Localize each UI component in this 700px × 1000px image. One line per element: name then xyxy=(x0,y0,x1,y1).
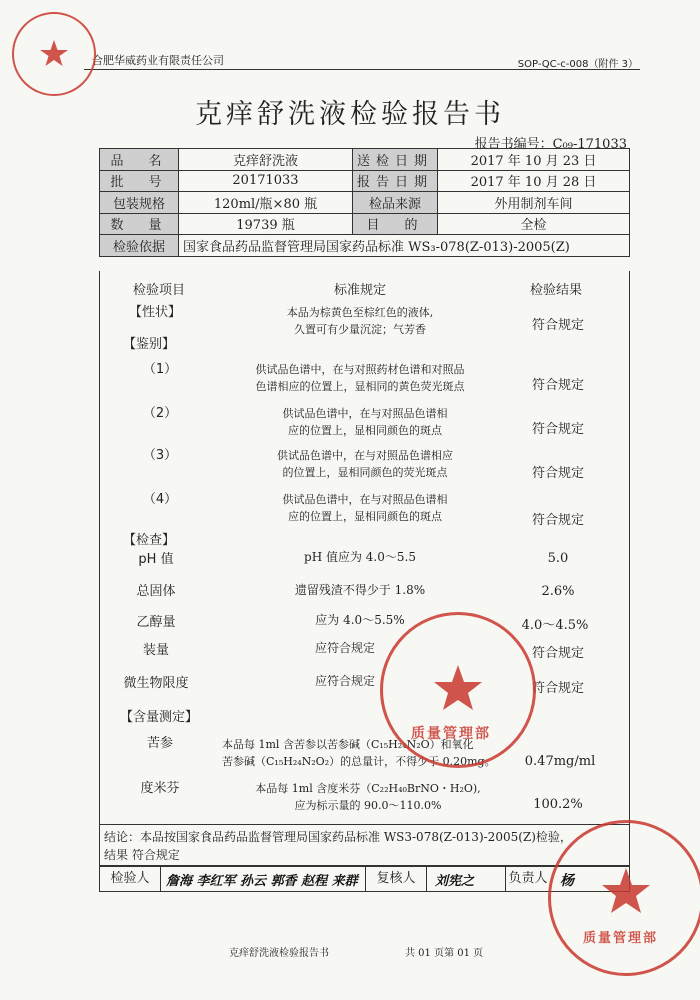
inspection-spec: 应为 4.0～5.5% xyxy=(315,613,405,627)
page-title: 克痒舒洗液检验报告书 xyxy=(195,99,505,130)
header-rule xyxy=(84,69,640,70)
inspection-spec: pH 值应为 4.0～5.5 xyxy=(304,550,416,564)
source-label: 检品来源 xyxy=(353,192,438,214)
inspection-result: 2.6% xyxy=(541,584,575,599)
identification-spec-line: 供试品色谱中，在与对照药材色谱和对照品 xyxy=(255,363,465,376)
identification-spec xyxy=(240,447,490,481)
inspection-spec: 应符合规定 xyxy=(314,641,375,655)
inspector-label: 检验人 xyxy=(100,867,161,891)
qa-stamp-center xyxy=(380,612,536,768)
assay-spec-line: 应为标示量的 90.0～110.0% xyxy=(294,799,442,812)
character-spec-line: 久置可有少量沉淀；气芳香 xyxy=(294,323,426,336)
product-value: 克痒舒洗液 xyxy=(179,149,353,171)
responsible-label: 负责人 xyxy=(505,867,550,891)
assay-spec-line: 本品每 1ml 含苦参以苦参碱（C₁₅H₂₄N₂O）和氧化 xyxy=(222,738,474,751)
identification-spec-line: 供试品色谱中，在与对照品色谱相应 xyxy=(277,449,453,462)
inspection-item: pH 值 xyxy=(138,552,174,567)
identification-spec-line: 应的位置上，显相同颜色的斑点 xyxy=(288,424,442,437)
report-number-label: 报告书编号： xyxy=(474,137,553,152)
section-inspection: 【检查】 xyxy=(123,533,176,548)
identification-result: 符合规定 xyxy=(531,378,584,393)
report-date-value: 2017 年 10 月 28 日 xyxy=(438,170,630,192)
company-name: 合肥华威药业有限责任公司 xyxy=(92,54,224,67)
character-result: 符合规定 xyxy=(531,318,584,333)
inspection-item: 微生物限度 xyxy=(123,676,189,691)
identification-no: （2） xyxy=(142,406,178,421)
report-date-label: 报告日期 xyxy=(353,170,438,192)
inspection-result: 5.0 xyxy=(547,551,569,566)
footer-doc-name: 克痒舒洗液检验报告书 xyxy=(229,948,329,959)
identification-no: （1） xyxy=(142,362,178,377)
inspection-result: 4.0～4.5% xyxy=(521,618,589,633)
assay-spec xyxy=(248,780,488,814)
column-spec: 标准规定 xyxy=(334,283,387,298)
package-value: 120ml/瓶×80 瓶 xyxy=(179,192,353,214)
inspection-spec: 应符合规定 xyxy=(314,674,375,688)
character-spec xyxy=(240,304,480,338)
identification-spec-line: 供试品色谱中，在与对照品色谱相 xyxy=(282,493,448,506)
inspection-spec: 遗留残渣不得少于 1.8% xyxy=(294,583,426,597)
qa-stamp-bottom xyxy=(548,820,700,976)
basis-value: 国家食品药品监督管理局国家药品标准 WS₃-078(Z-013)-2005(Z) xyxy=(179,235,630,257)
quantity-value: 19739 瓶 xyxy=(179,213,353,235)
purpose-label: 目 的 xyxy=(353,213,438,235)
assay-spec-line: 本品每 1ml 含度米芬（C₂₂H₄₀BrNO・H₂O), xyxy=(255,782,481,795)
inspection-item: 乙醇量 xyxy=(136,615,176,630)
conclusion-result: 结果 符合规定 xyxy=(104,848,180,862)
assay-item: 苦参 xyxy=(146,736,173,751)
section-character: 【性状】 xyxy=(129,305,182,320)
column-item: 检验项目 xyxy=(133,283,186,298)
stamp-star-icon xyxy=(551,823,700,973)
identification-no: （4） xyxy=(142,492,178,507)
identification-spec-line: 的位置上，显相同颜色的荧光斑点 xyxy=(282,466,448,479)
section-assay: 【含量测定】 xyxy=(120,710,199,725)
source-value: 外用制剂车间 xyxy=(438,192,630,214)
batch-label: 批 号 xyxy=(100,170,179,192)
qa-stamp-label: 质量管理部 xyxy=(583,931,659,946)
reviewer-label: 复核人 xyxy=(365,867,427,891)
identification-spec-line: 应的位置上，显相同颜色的斑点 xyxy=(288,510,442,523)
responsible-signature: 杨 xyxy=(560,873,574,889)
report-number-value: C₀₉-171033 xyxy=(552,137,627,152)
character-spec-line: 本品为棕黄色至棕红色的液体, xyxy=(286,306,434,319)
identification-spec xyxy=(250,491,480,525)
purpose-value: 全检 xyxy=(438,213,630,235)
product-label: 品 名 xyxy=(100,149,179,171)
inspection-result: 符合规定 xyxy=(531,681,584,696)
section-identification: 【鉴别】 xyxy=(123,337,176,352)
info-table xyxy=(99,148,630,257)
assay-result: 0.47mg/ml xyxy=(524,754,596,769)
inspection-item: 装量 xyxy=(142,643,169,658)
assay-item: 度米芬 xyxy=(140,781,180,796)
inspection-item: 总固体 xyxy=(136,584,176,599)
company-stamp-top xyxy=(12,12,96,96)
package-label: 包装规格 xyxy=(100,192,179,214)
assay-spec-line: 苦参碱（C₁₅H₂₄N₂O₂）的总量计，不得少于 0.20mg。 xyxy=(222,755,496,768)
basis-label: 检验依据 xyxy=(100,235,179,257)
identification-spec xyxy=(225,361,495,395)
submit-date-value: 2017 年 10 月 23 日 xyxy=(438,149,630,171)
batch-value: 20171033 xyxy=(179,170,353,192)
document-code: SOP-QC-c-008（附件 3） xyxy=(517,59,638,70)
identification-spec-line: 色谱相应的位置上，显相同的黄色荧光斑点 xyxy=(255,380,465,393)
column-result: 检验结果 xyxy=(530,283,583,298)
identification-result: 符合规定 xyxy=(531,422,584,437)
stamp-star-icon xyxy=(14,14,94,94)
identification-spec xyxy=(250,405,480,439)
conclusion-text: 结论：本品按国家食品药品监督管理局国家药品标准 WS3-078(Z-013)-2005(Z)检验， xyxy=(104,830,572,844)
footer-page: 共 01 页第 01 页 xyxy=(405,948,484,959)
identification-result: 符合规定 xyxy=(531,466,584,481)
inspection-result: 符合规定 xyxy=(531,646,584,661)
identification-spec-line: 供试品色谱中，在与对照品色谱相 xyxy=(282,407,448,420)
qa-stamp-label: 质量管理部 xyxy=(411,726,491,742)
submit-date-label: 送检日期 xyxy=(353,149,438,171)
identification-result: 符合规定 xyxy=(531,513,584,528)
quantity-label: 数 量 xyxy=(100,213,179,235)
reviewer-signature: 刘宪之 xyxy=(435,874,475,889)
assay-result: 100.2% xyxy=(533,797,583,812)
inspector-signatures: 詹海 李红军 孙云 郭香 赵程 来群 xyxy=(166,874,358,889)
identification-no: （3） xyxy=(142,448,178,463)
